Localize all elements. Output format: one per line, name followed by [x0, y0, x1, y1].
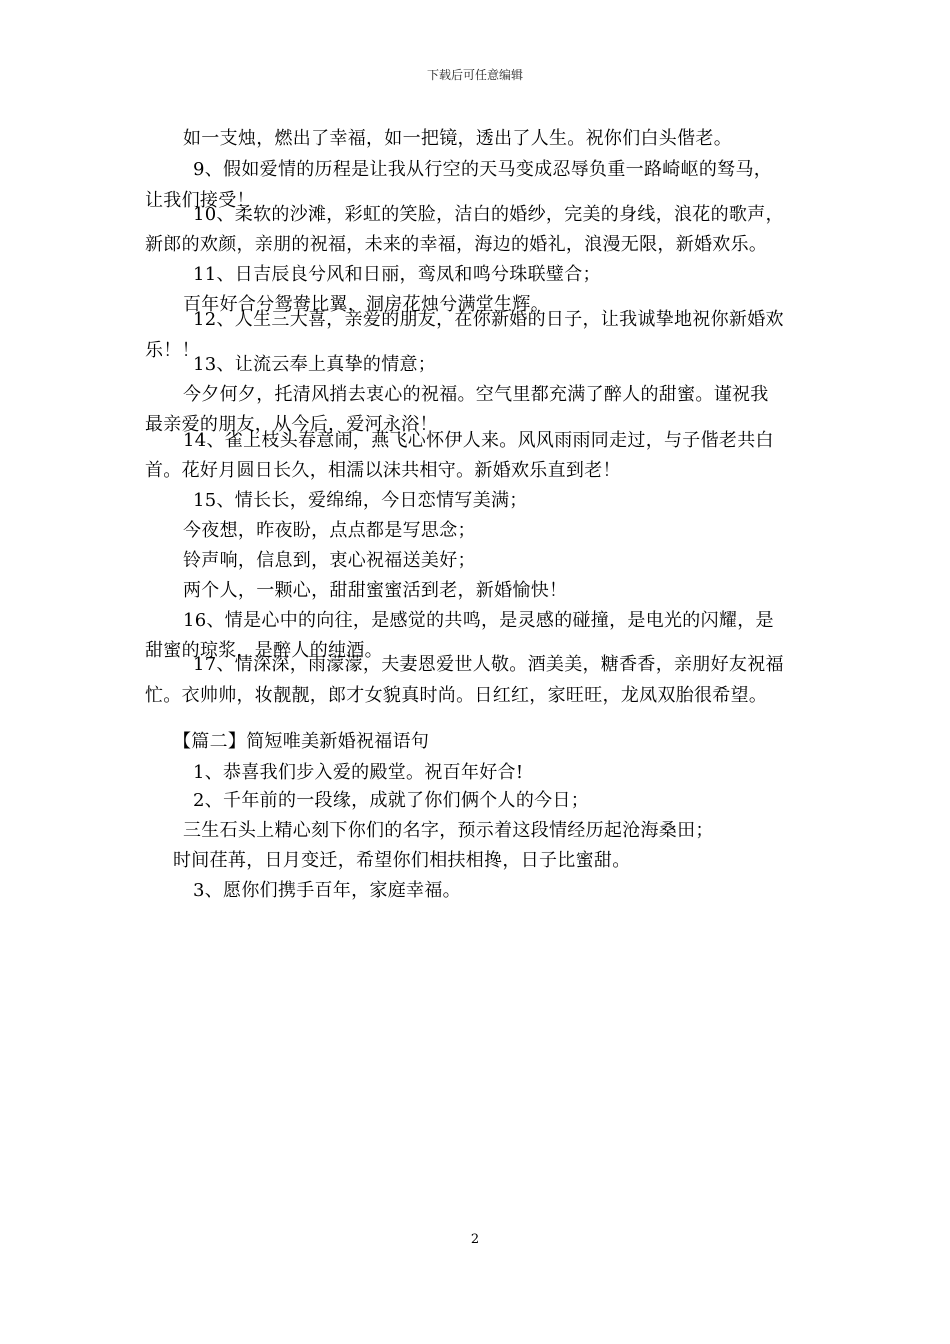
text-line: 百年好合兮鸳鸯比翼，洞房花烛兮满堂生辉。 [183, 294, 549, 315]
text-line: 铃声响，信息到，衷心祝福送美好； [183, 550, 476, 571]
text-line: 新郎的欢颜，亲朋的祝福，未来的幸福，海边的婚礼，浪漫无限，新婚欢乐。 [145, 234, 768, 255]
text-line: 首。花好月圆日长久，相濡以沫共相守。新婚欢乐直到老！ [145, 460, 621, 481]
text-line: 9、假如爱情的历程是让我从行空的天马变成忍辱负重一路崎岖的驽马， [193, 159, 773, 180]
text-line: 17、情深深，雨濛濛，夫妻恩爱世人敬。酒美美，糖香香，亲朋好友祝福 [193, 654, 784, 675]
text-line: 乐！！ [145, 340, 200, 361]
text-line: 14、雀上枝头春意闹，燕飞心怀伊人来。风风雨雨同走过，与子偕老共白 [183, 430, 774, 451]
text-line: 今夕何夕，托清风捎去衷心的祝福。空气里都充满了醉人的甜蜜。谨祝我 [183, 384, 769, 405]
text-line: 【篇二】简短唯美新婚祝福语句 [173, 731, 430, 752]
text-line: 13、让流云奉上真挚的情意； [193, 354, 437, 375]
text-line: 今夜想，昨夜盼，点点都是写思念； [183, 520, 476, 541]
text-line: 3、愿你们携手百年，家庭幸福。 [193, 880, 461, 901]
text-line: 1、恭喜我们步入爱的殿堂。祝百年好合! [193, 762, 524, 783]
text-line: 三生石头上精心刻下你们的名字，预示着这段情经历起沧海桑田； [183, 820, 714, 841]
page-header: 下载后可任意编辑 [426, 68, 523, 82]
page-number: 2 [470, 1232, 480, 1247]
text-line: 2、千年前的一段缘，成就了你们俩个人的今日； [193, 790, 590, 811]
text-line: 如一支烛，燃出了幸福，如一把镜，透出了人生。祝你们白头偕老。 [183, 128, 732, 149]
text-line: 12、人生三大喜，亲爱的朋友，在你新婚的日子，让我诚挚地祝你新婚欢 [193, 309, 784, 330]
text-line: 16、情是心中的向往，是感觉的共鸣，是灵感的碰撞，是电光的闪耀，是 [183, 610, 774, 631]
text-line: 时间荏苒，日月变迁，希望你们相扶相搀，日子比蜜甜。 [173, 850, 631, 871]
text-line: 忙。衣帅帅，妆靓靓，郎才女貌真时尚。日红红，家旺旺，龙凤双胎很希望。 [145, 685, 768, 706]
text-line: 甜蜜的琼浆，是醉人的纯酒。 [145, 640, 383, 661]
text-line: 10、柔软的沙滩，彩虹的笑脸，洁白的婚纱，完美的身线，浪花的歌声， [193, 204, 784, 225]
text-line: 两个人，一颗心，甜甜蜜蜜活到老，新婚愉快！ [183, 580, 568, 601]
text-line: 15、情长长，爱绵绵，今日恋情写美满； [193, 490, 528, 511]
text-line: 11、日吉辰良兮风和日丽，鸾凤和鸣兮珠联璧合； [193, 264, 601, 285]
text-line: 最亲爱的朋友，从今后，爱河永浴！ [145, 414, 438, 435]
text-line: 让我们接受！ [145, 190, 255, 211]
